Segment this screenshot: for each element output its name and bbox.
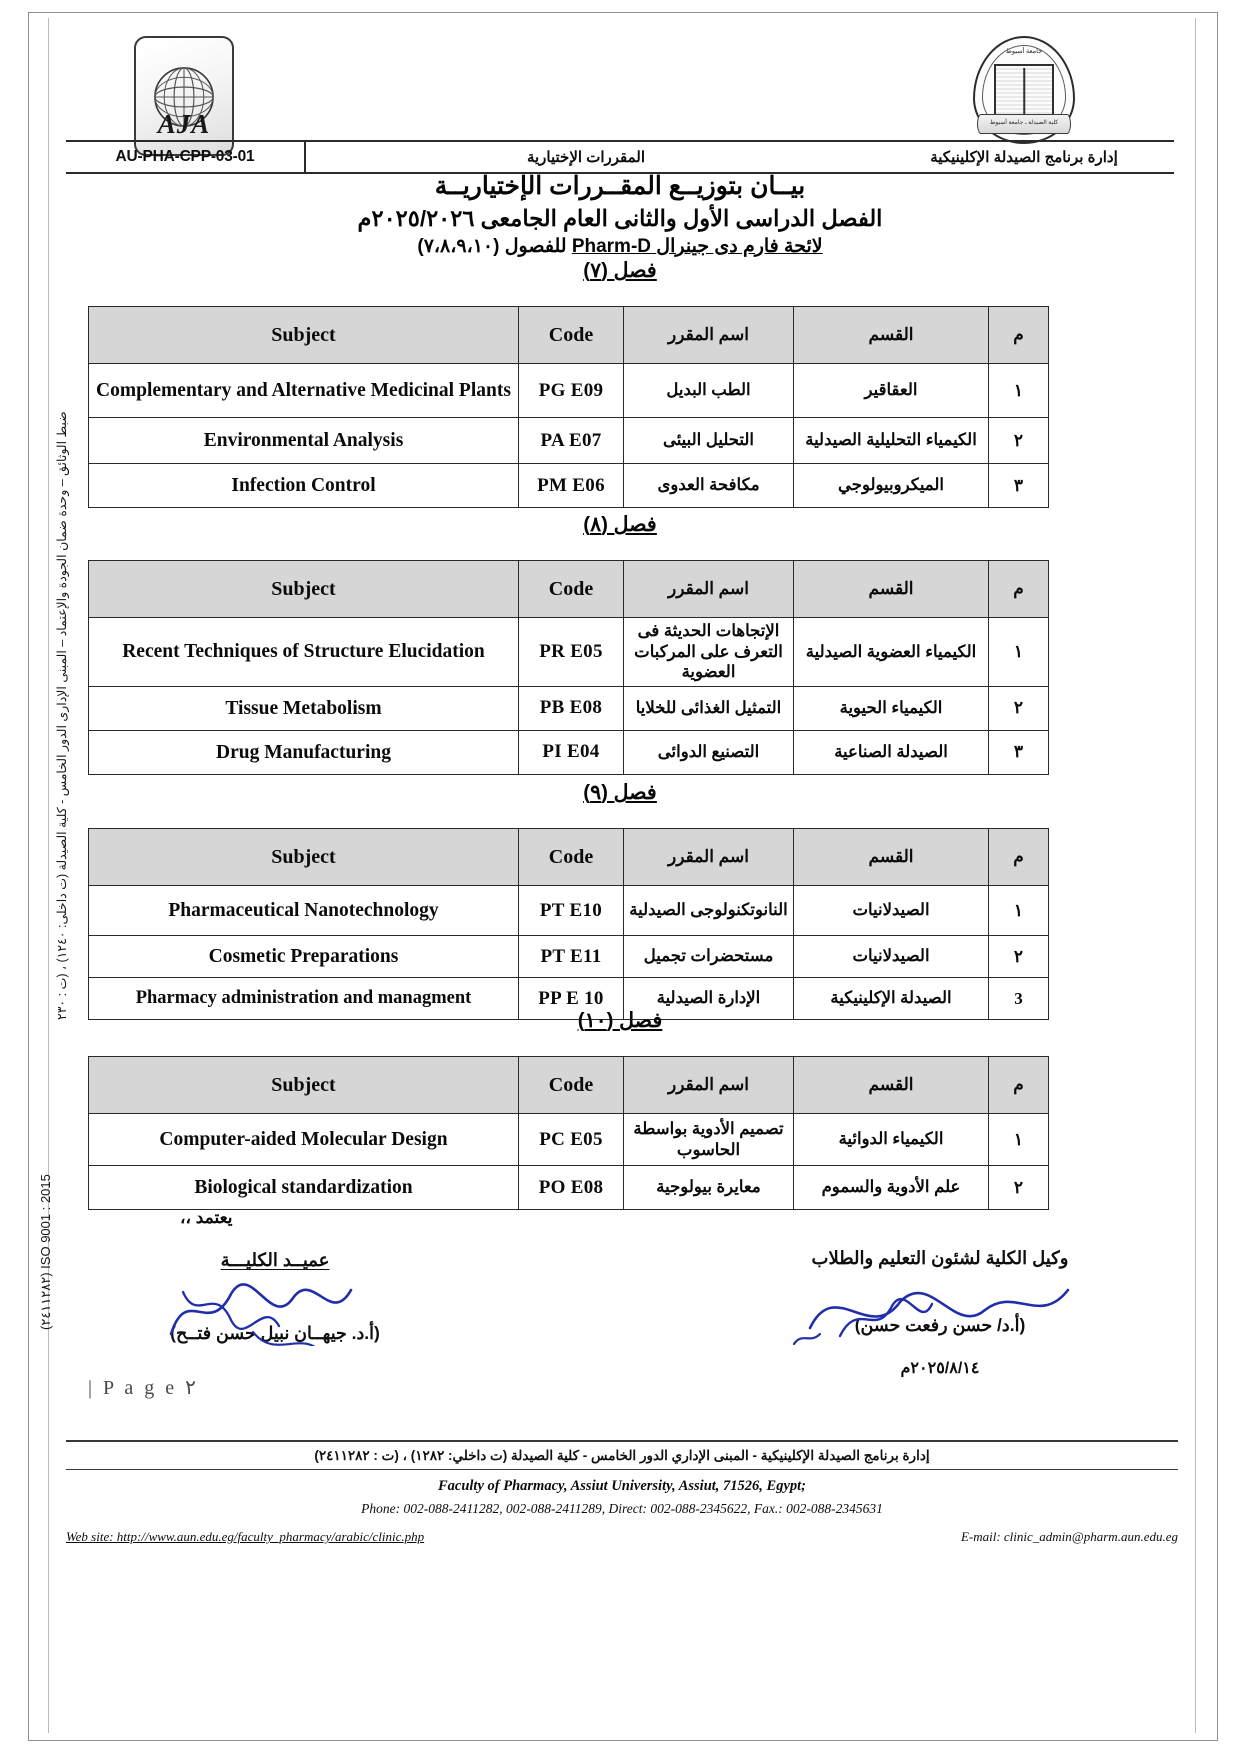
cell-subject: Biological standardization [89,1166,519,1210]
cell-course-name: النانوتكنولوجى الصيدلية [624,886,794,936]
aja-logo-text: AJA [157,109,211,139]
cell-course-name: مستحضرات تجميل [624,936,794,978]
approval-label: يعتمد ،، [180,1208,233,1227]
signature-dean-name: (أ.د. جيهــان نبيل حسن فتــح) [170,1323,380,1343]
document-header [66,22,1176,142]
col-course-name: اسم المقرر [624,307,794,364]
col-course-name: اسم المقرر [624,561,794,618]
cell-course-name: الإتجاهات الحديثة فى التعرف على المركبات العضوية [624,618,794,687]
footer-faculty-address: Faculty of Pharmacy, Assiut University, Assiut, 71526, Egypt; [437,1478,806,1494]
col-subject: Subject [89,307,519,364]
cell-course-name: تصميم الأدوية بواسطة الحاسوب [624,1114,794,1166]
col-code: Code [519,561,624,618]
table-row [89,364,1049,418]
section-caption-2-num: (٨) [583,513,608,536]
page-number: | P a g e ٢ [88,1377,196,1399]
table-row [89,686,1049,730]
cell-code: PR E05 [519,618,624,687]
document-code: AU-PHA-CPP-03-01 [66,142,306,172]
section-caption-3 [140,780,1100,805]
table-row [89,618,1049,687]
section-caption-3-label: فصل [613,781,657,804]
signature-dean-title: عميــد الكليـــة [220,1250,330,1270]
table-row [89,1114,1049,1166]
cell-subject: Infection Control [89,464,519,508]
page-title-block [120,172,1120,259]
cell-code: PI E04 [519,730,624,774]
col-department: القسم [794,1057,989,1114]
cell-subject: Computer-aided Molecular Design [89,1114,519,1166]
footer-contact-row [66,1523,1178,1545]
table-header-row [89,829,1049,886]
col-department: القسم [794,307,989,364]
col-code: Code [519,829,624,886]
cell-department: الكيمياء الحيوية [794,686,989,730]
signature-vice-dean-title: وكيل الكلية لشئون التعليم والطلاب [811,1248,1069,1268]
cell-department: الكيمياء العضوية الصيدلية [794,618,989,687]
side-text-documents: ضبط الوثائق – وحدة ضمان الجودة والإعتماد – المبنى الإدارى الدور الخامس - كلية الصيدلة (ت داخلى: ١٢٤٠) ، (ت : ٢٣٠ [55,411,69,1020]
cell-num: ٣ [989,730,1049,774]
cell-subject: Pharmaceutical Nanotechnology [89,886,519,936]
regulation-suffix: للفصول (٧،٨،٩،١٠) [417,235,567,257]
cell-num: ١ [989,364,1049,418]
cell-department: الصيدلانيات [794,886,989,936]
cell-code: PT E10 [519,886,624,936]
cell-code: PM E06 [519,464,624,508]
header-subtitle: المقررات الإختيارية [526,149,646,166]
cell-code: PA E07 [519,418,624,464]
aja-logo [134,36,234,156]
col-code: Code [519,307,624,364]
cell-code: PT E11 [519,936,624,978]
table-row [89,418,1049,464]
cell-department: الكيمياء الدوائية [794,1114,989,1166]
col-code: Code [519,1057,624,1114]
signature-dean [110,1250,440,1344]
document-footer [66,1440,1178,1545]
table-header-row [89,561,1049,618]
seal-ribbon-text: كلية الصيدلة ـ جامعة أسيوط [977,114,1071,134]
section-caption-4-num: (١٠) [577,1009,614,1032]
cell-subject: Complementary and Alternative Medicinal Plants [89,364,519,418]
section-caption-4 [140,1008,1100,1033]
cell-num: ٢ [989,418,1049,464]
cell-code: PC E05 [519,1114,624,1166]
cell-course-name: التصنيع الدوائى [624,730,794,774]
cell-department: العقاقير [794,364,989,418]
cell-code: PB E08 [519,686,624,730]
cell-course-name: الإدارة الصيدلية [624,978,794,1020]
courses-table-semester-10 [88,1056,1049,1210]
section-caption-2-label: فصل [613,513,657,536]
table-header-row [89,307,1049,364]
table-header-row [89,1057,1049,1114]
side-text-iso: ISO 9001 : 2015 (٢٤١١٢٨٢) [38,1174,53,1330]
seal-emblem [994,64,1054,120]
cell-code: PP E 10 [519,978,624,1020]
cell-num: ١ [989,1114,1049,1166]
signature-vice-dean-name: (أ.د/ حسن رفعت حسن) [854,1315,1026,1335]
cell-num: ٣ [989,464,1049,508]
cell-num: 3 [989,978,1049,1020]
table-row [89,730,1049,774]
cell-subject: Pharmacy administration and managment [89,978,519,1020]
cell-subject: Drug Manufacturing [89,730,519,774]
cell-num: ٢ [989,1166,1049,1210]
section-caption-4-label: فصل [619,1009,663,1032]
side-margin-text [34,280,69,1330]
cell-department: علم الأدوية والسموم [794,1166,989,1210]
col-num: م [989,561,1049,618]
signature-vice-dean [770,1248,1110,1378]
col-subject: Subject [89,561,519,618]
cell-code: PG E09 [519,364,624,418]
cell-department: الكيمياء التحليلية الصيدلية [794,418,989,464]
cell-num: ٢ [989,686,1049,730]
courses-table-semester-8 [88,560,1049,775]
cell-course-name: الطب البديل [624,364,794,418]
section-caption-3-num: (٩) [583,781,608,804]
cell-subject: Environmental Analysis [89,418,519,464]
footer-email[interactable]: E-mail: clinic_admin@pharm.aun.edu.eg [960,1529,1178,1544]
footer-website[interactable]: Web site: http://www.aun.edu.eg/faculty_pharmacy/arabic/clinic.php [66,1529,425,1544]
section-caption-1 [140,258,1100,283]
seal-outline [973,36,1075,144]
col-department: القسم [794,561,989,618]
table-row [89,1166,1049,1210]
col-num: م [989,307,1049,364]
cell-num: ٢ [989,936,1049,978]
header-code-strip [66,140,1174,174]
cell-course-name: معايرة بيولوجية [624,1166,794,1210]
cell-subject: Cosmetic Preparations [89,936,519,978]
page-title: بيــان بتوزيــع المقــررات الإختياريــة [434,172,806,200]
footer-phone-line: Phone: 002-088-2411282, 002-088-2411289, Direct: 002-088-2345622, Fax.: 002-088-2345631 [361,1501,883,1516]
col-subject: Subject [89,829,519,886]
col-course-name: اسم المقرر [624,1057,794,1114]
cell-department: الصيدلة الصناعية [794,730,989,774]
section-caption-1-num: (٧) [583,259,608,282]
cell-subject: Recent Techniques of Structure Elucidation [89,618,519,687]
table-row [89,886,1049,936]
col-num: م [989,829,1049,886]
table-row [89,464,1049,508]
page-subtitle: الفصل الدراسى الأول والثانى العام الجامعى ٢٠٢٥/٢٠٢٦م [357,205,883,231]
col-subject: Subject [89,1057,519,1114]
seal-top-text: جامعة أسيوط [1005,48,1043,55]
cell-course-name: مكافحة العدوى [624,464,794,508]
section-caption-1-label: فصل [613,259,657,282]
cell-code: PO E08 [519,1166,624,1210]
cell-department: الصيدلانيات [794,936,989,978]
courses-table-semester-7 [88,306,1049,508]
col-course-name: اسم المقرر [624,829,794,886]
table-row [89,936,1049,978]
page-subtitle-2 [120,235,1120,260]
section-caption-2 [140,512,1100,537]
cell-course-name: التمثيل الغذائى للخلايا [624,686,794,730]
cell-num: ١ [989,886,1049,936]
signature-date: ٢٠٢٥/٨/١٤م [900,1360,980,1377]
program-name: Pharm-D [571,235,651,257]
cell-num: ١ [989,618,1049,687]
cell-subject: Tissue Metabolism [89,686,519,730]
university-seal [960,32,1088,152]
header-department: إدارة برنامج الصيدلة الإكلينيكية [930,149,1118,166]
regulation-prefix: لائحة فارم دى جينرال [656,235,823,257]
col-department: القسم [794,829,989,886]
cell-department: الصيدلة الإكلينيكية [794,978,989,1020]
footer-arabic-address: إدارة برنامج الصيدلة الإكلينيكية - المبنى الإداري الدور الخامس - كلية الصيدلة (ت داخلي: ١٢٨٢) ، (ت : ٢٤١١٢٨٢) [314,1448,930,1463]
col-num: م [989,1057,1049,1114]
cell-department: الميكروبيولوجي [794,464,989,508]
cell-course-name: التحليل البيئى [624,418,794,464]
courses-table-semester-9 [88,828,1049,1020]
